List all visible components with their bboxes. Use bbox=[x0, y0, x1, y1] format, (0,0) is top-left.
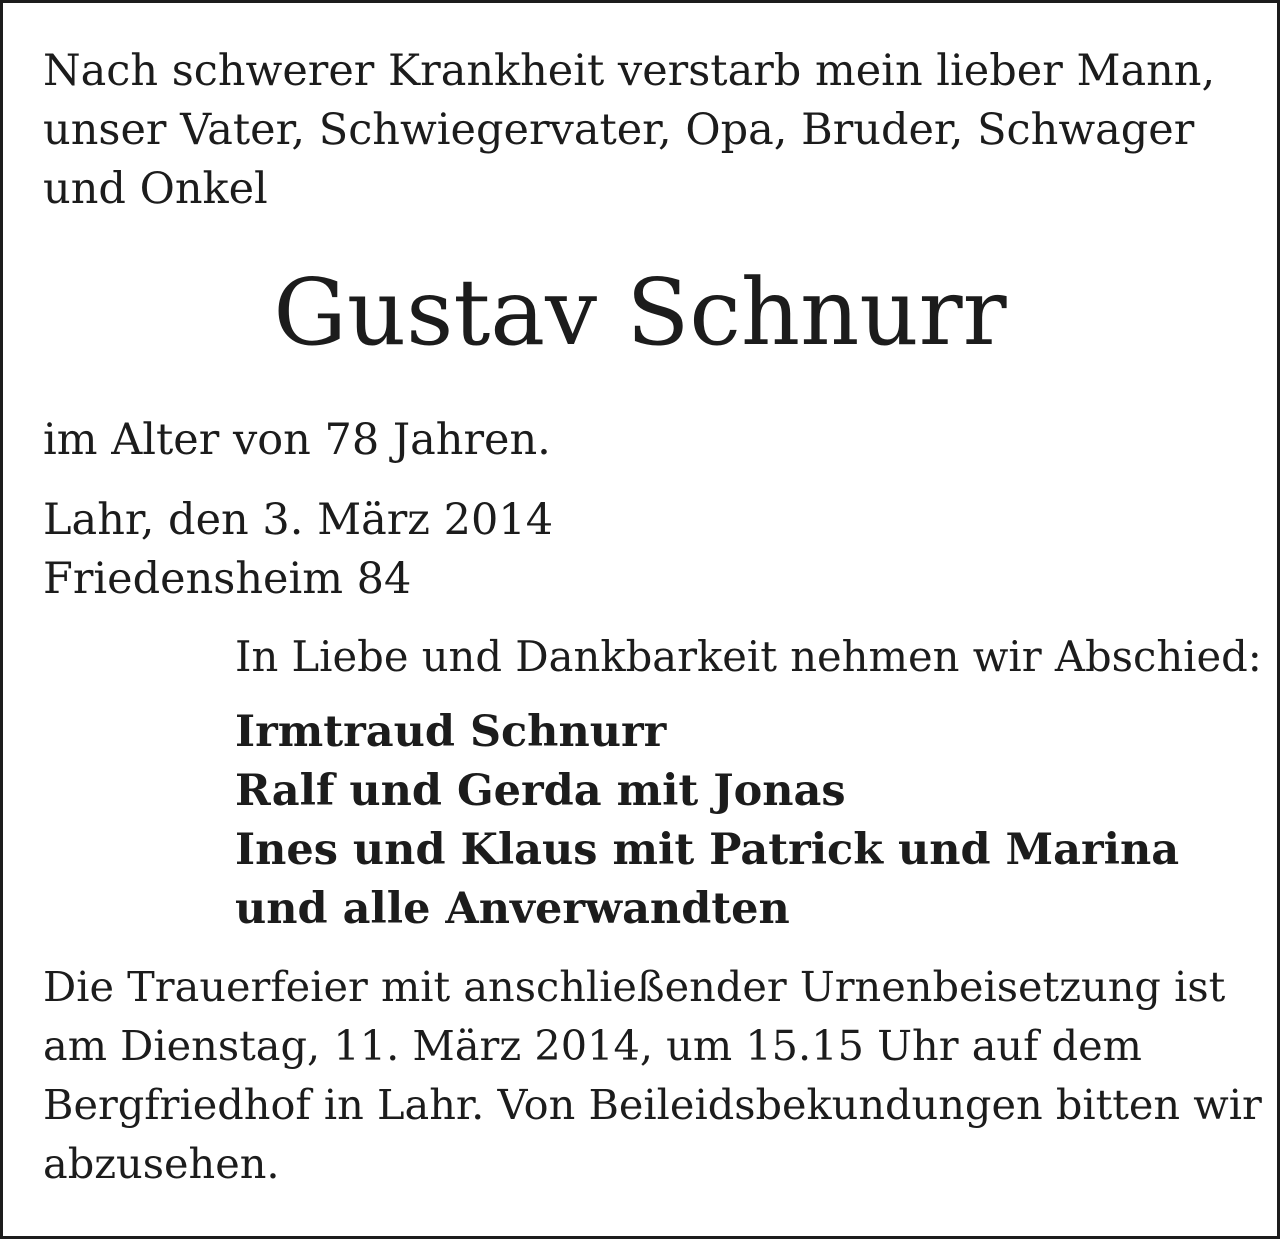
mourner-name: und alle Anverwandten bbox=[235, 884, 790, 934]
mourner-name: Ines und Klaus mit Patrick und Marina bbox=[235, 825, 1180, 875]
service-line: abzusehen. bbox=[43, 1140, 280, 1188]
age-line: im Alter von 78 Jahren. bbox=[43, 415, 551, 465]
intro-line: Nach schwerer Krankheit verstarb mein lieber Mann, bbox=[43, 46, 1216, 96]
mourners-list bbox=[235, 703, 1179, 939]
place-date: Lahr, den 3. März 2014 bbox=[43, 495, 554, 545]
mourner-name: Ralf und Gerda mit Jonas bbox=[235, 766, 846, 816]
intro-line: und Onkel bbox=[43, 164, 268, 214]
service-line: am Dienstag, 11. März 2014, um 15.15 Uhr auf dem bbox=[43, 1022, 1142, 1070]
service-line: Bergfriedhof in Lahr. Von Beileidsbekundungen bitten wir bbox=[43, 1081, 1262, 1129]
farewell-line: In Liebe und Dankbarkeit nehmen wir Abschied: bbox=[235, 632, 1262, 681]
service-line: Die Trauerfeier mit anschließender Urnenbeisetzung ist bbox=[43, 963, 1226, 1011]
place-date-block bbox=[43, 491, 553, 609]
mourner-name: Irmtraud Schnurr bbox=[235, 707, 667, 757]
address: Friedensheim 84 bbox=[43, 554, 412, 604]
intro-line: unser Vater, Schwiegervater, Opa, Bruder, Schwager bbox=[43, 105, 1195, 155]
intro-text bbox=[43, 42, 1215, 219]
deceased-name: Gustav Schnurr bbox=[273, 259, 1007, 366]
service-text bbox=[43, 958, 1262, 1194]
